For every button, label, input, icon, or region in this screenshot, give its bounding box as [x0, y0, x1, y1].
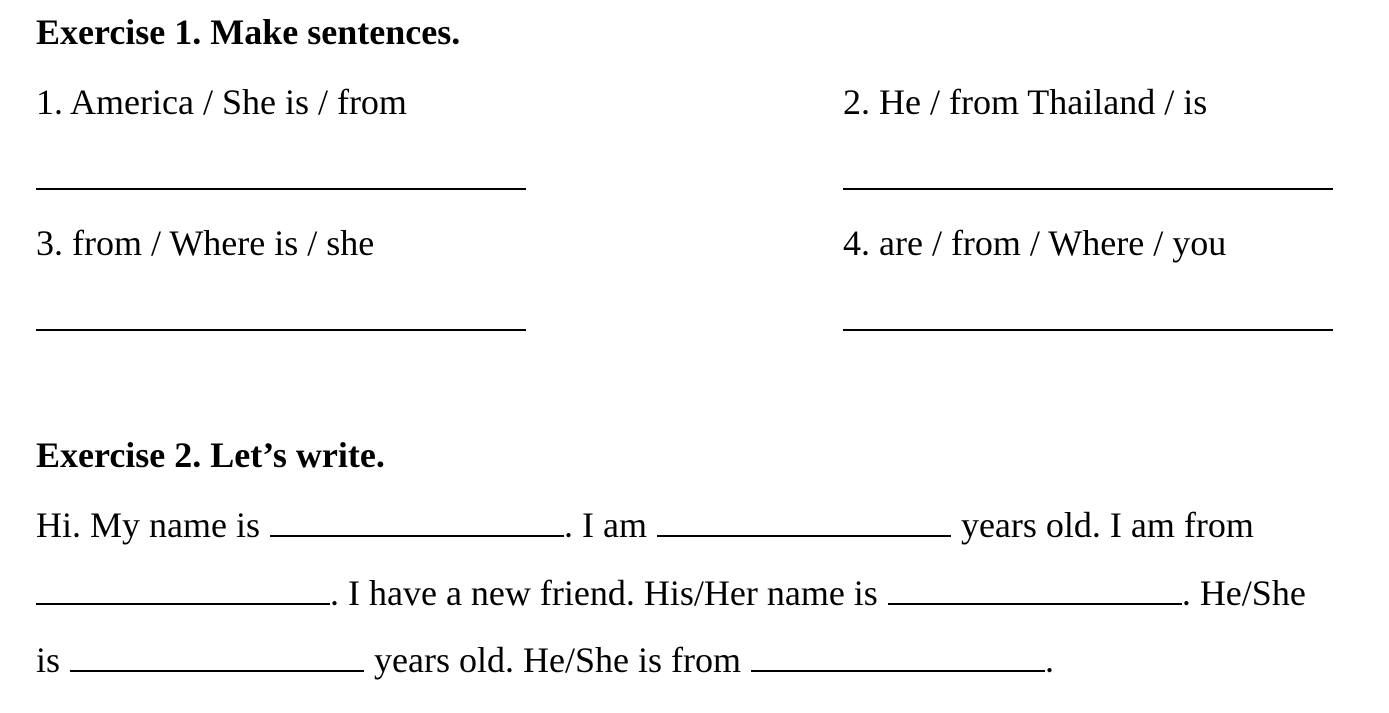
exercise-1-item-4: 4. are / from / Where / you [843, 223, 1227, 263]
line-1-text-b: . I am [563, 505, 647, 545]
line-3-text-a: is [36, 640, 61, 680]
exercise-2-line-1 [36, 505, 1254, 545]
line-2-text-b: . He/She [1181, 573, 1306, 613]
exercise-1-heading: Exercise 1. Make sentences. [36, 12, 461, 52]
exercise-1-item-3: 3. from / Where is / she [36, 223, 375, 263]
blank-friend-country[interactable] [751, 640, 1045, 672]
line-3-text-c: . [1044, 640, 1054, 680]
blank-my-name[interactable] [270, 505, 564, 537]
exercise-2-line-2 [36, 573, 1306, 613]
exercise-1-answer-line-3[interactable] [36, 329, 526, 331]
exercise-1-answer-line-4[interactable] [843, 329, 1333, 331]
blank-my-age[interactable] [657, 505, 951, 537]
exercise-2-line-3 [36, 640, 1054, 680]
line-3-text-b: years old. He/She is from [374, 640, 741, 680]
exercise-1-answer-line-1[interactable] [36, 188, 526, 190]
line-1-text-a: Hi. My name is [36, 505, 260, 545]
blank-my-country[interactable] [36, 573, 330, 605]
line-2-text-a: . I have a new friend. His/Her name is [330, 573, 878, 613]
exercise-2-heading: Exercise 2. Let’s write. [36, 435, 385, 475]
exercise-1-item-1: 1. America / She is / from [36, 82, 407, 122]
exercise-1-item-2: 2. He / from Thailand / is [843, 82, 1208, 122]
blank-friend-age[interactable] [70, 640, 364, 672]
blank-friend-name[interactable] [888, 573, 1182, 605]
exercise-1-answer-line-2[interactable] [843, 188, 1333, 190]
line-1-text-c: years old. I am from [960, 505, 1254, 545]
